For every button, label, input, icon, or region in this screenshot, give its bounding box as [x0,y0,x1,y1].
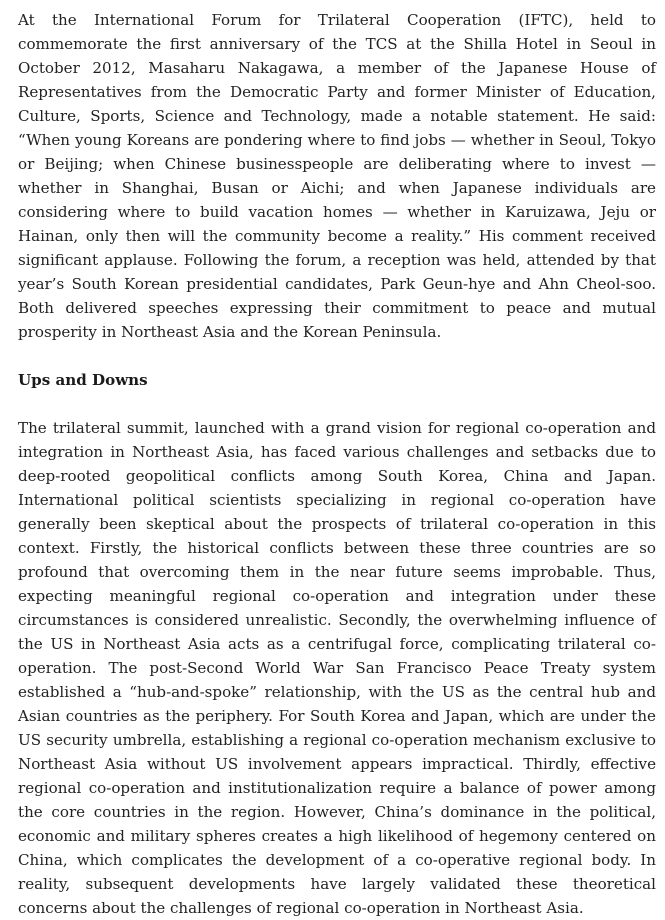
paragraph-iftc-forum: At the International Forum for Trilateral Cooperation (IFTC), held to commemorate the first anniversary of the TCS at the Shilla Hotel in Seoul in October 2012, Masaharu Nakagawa, a member of the Japanese House of Representatives from the Democratic Party and former Minister of Education, Culture, Sports, Science and Technology, made a notable statement. He said: “When young Koreans are pondering where to find jobs — whether in Seoul, Tokyo or Beijing; when Chinese businesspeople are deliberating where to invest — whether in Shanghai, Busan or Aichi; and when Japanese individuals are considering where to build vacation homes — whether in Karuizawa, Jeju or Hainan, only then will the community become a reality.” His comment received significant applause. Following the forum, a reception was held, attended by that year’s South Korean presidential candidates, Park Geun-hye and Ahn Cheol-soo. Both delivered speeches expressing their commitment to peace and mutual prosperity in Northeast Asia and the Korean Peninsula. [18,11,656,341]
paragraph-ups-and-downs: The trilateral summit, launched with a grand vision for regional co-operation and integration in Northeast Asia, has faced various challenges and setbacks due to deep-rooted geopolitical conflicts among South Korea, China and Japan. International political scientists specializing in regional co-operation have generally been skeptical about the prospects of trilateral co-operation in this context. Firstly, the historical conflicts between these three countries are so profound that overcoming them in the near future seems improbable. Thus, expecting meaningful regional co-operation and integration under these circumstances is considered unrealistic. Secondly, the overwhelming influence of the US in Northeast Asia acts as a centrifugal force, complicating trilateral co-operation. The post-Second World War San Francisco Peace Treaty system established a “hub-and-spoke” relationship, with the US as the central hub and Asian countries as the periphery. For South Korea and Japan, which are under the US security umbrella, establishing a regional co-operation mechanism exclusive to Northeast Asia without US involvement appears impractical. Thirdly, effective regional co-operation and institutionalization require a balance of power among the core countries in the region. However, China’s dominance in the political, economic and military spheres creates a high likelihood of hegemony centered on China, which complicates the development of a co-operative regional body. In reality, subsequent developments have largely validated these theoretical concerns about the challenges of regional co-operation in Northeast Asia. [18,419,656,917]
section-heading: Ups and Downs [18,371,148,389]
article-body [18,8,656,920]
